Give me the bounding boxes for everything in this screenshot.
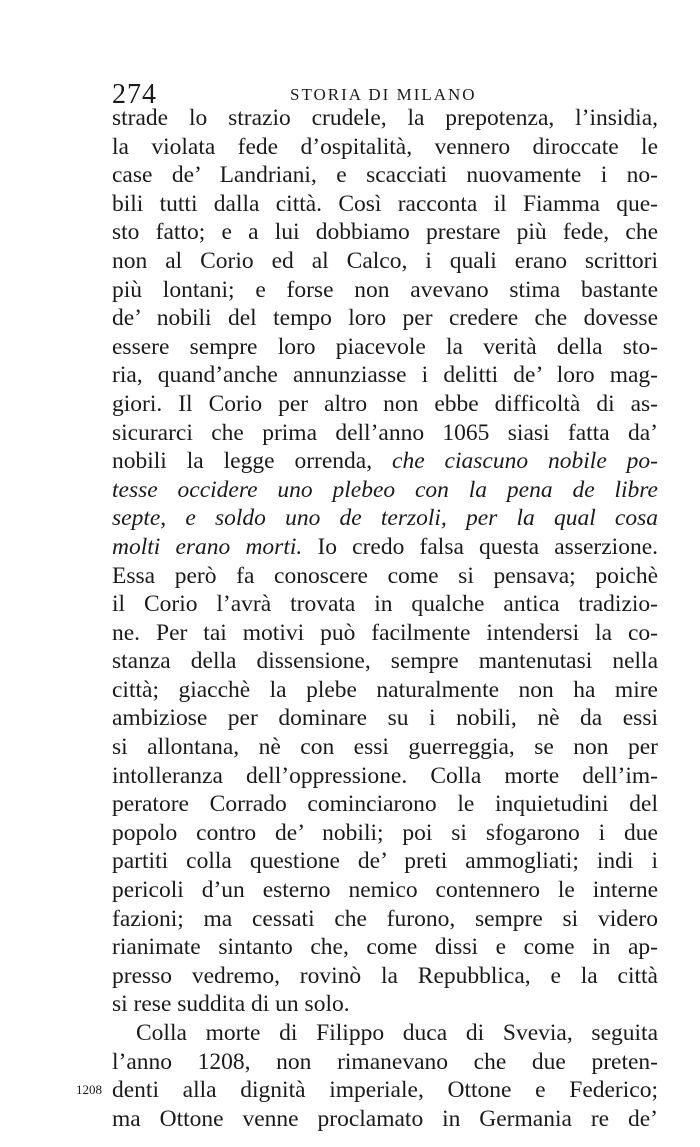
text-line-mixed bbox=[112, 533, 658, 562]
text-line: sto fatto; e a lui dobbiamo prestare più fede, che bbox=[112, 219, 658, 246]
text-line bbox=[112, 504, 658, 533]
italic-quote: tesse occidere uno plebeo con la pena de libre bbox=[112, 476, 658, 503]
text-line: ambiziose per dominare su i nobili, nè da essi bbox=[112, 705, 658, 732]
text-line: giori. Il Corio per altro non ebbe difficoltà di as- bbox=[112, 390, 658, 417]
text-line: l’anno 1208, non rimanevano che due preten- bbox=[112, 1048, 658, 1075]
italic-quote: septe, e soldo uno de terzoli, per la qual cosa bbox=[112, 505, 658, 532]
text-segment: Io credo falsa questa asserzione. bbox=[317, 533, 658, 560]
text-line: partiti colla questione de’ preti ammogliati; indi i bbox=[112, 848, 658, 875]
margin-year-note: 1208 bbox=[76, 1082, 102, 1097]
text-line: de’ nobili del tempo loro per credere che dovesse bbox=[112, 305, 658, 332]
text-line: ne. Per tai motivi può facilmente intendersi la co- bbox=[112, 619, 658, 646]
text-line: popolo contro de’ nobili; poi si sfogarono i due bbox=[112, 819, 658, 846]
text-line: essere sempre loro piacevole la verità della sto- bbox=[112, 333, 658, 360]
text-line: sicurarci che prima dell’anno 1065 siasi fatta da’ bbox=[112, 419, 658, 446]
italic-quote: che ciascuno nobile po- bbox=[392, 448, 658, 475]
page-number: 274 bbox=[112, 79, 157, 110]
text-line: case de’ Landriani, e scacciati nuovamente i no- bbox=[112, 162, 658, 189]
text-line: Essa però fa conoscere come si pensava; poichè bbox=[112, 562, 658, 589]
italic-quote: molti erano morti. bbox=[112, 533, 303, 560]
text-line bbox=[112, 476, 658, 505]
text-line: presso vedremo, rovinò la Repubblica, e la città bbox=[112, 962, 658, 989]
text-line: strade lo strazio crudele, la prepotenza, l’insidia, bbox=[112, 105, 658, 131]
text-line: non al Corio ed al Calco, i quali erano scrittori bbox=[112, 247, 658, 274]
text-segment: nobili la legge orrenda, bbox=[112, 448, 373, 475]
text-line: città; giacchè la plebe naturalmente non ha mire bbox=[112, 676, 658, 703]
text-line-mixed bbox=[112, 447, 658, 476]
text-line: Colla morte di Filippo duca di Svevia, seguita bbox=[136, 1020, 658, 1046]
text-line: rianimate sintanto che, come dissi e come in ap- bbox=[112, 934, 658, 961]
text-line: la violata fede d’ospitalità, vennero diroccate le bbox=[112, 133, 658, 160]
text-line: peratore Corrado cominciarono le inquietudini del bbox=[112, 791, 658, 818]
text-line: intolleranza dell’oppressione. Colla morte dell’im- bbox=[112, 762, 658, 789]
text-line: più lontani; e forse non avevano stima bastante bbox=[112, 276, 658, 303]
text-line: il Corio l’avrà trovata in qualche antica tradizio- bbox=[112, 591, 658, 618]
text-line: si rese suddita di un solo. bbox=[112, 991, 350, 1018]
text-line: pericoli d’un esterno nemico contennero le interne bbox=[112, 877, 658, 904]
text-line: ria, quand’anche annunziasse i delitti de’ loro mag- bbox=[112, 362, 658, 389]
text-line: bili tutti dalla città. Così racconta il Fiamma que- bbox=[112, 190, 658, 217]
text-line: stanza della dissensione, sempre mantenutasi nella bbox=[112, 648, 658, 675]
running-title: STORIA DI MILANO bbox=[290, 85, 477, 104]
text-line: si allontana, nè con essi guerreggia, se non per bbox=[112, 734, 658, 761]
text-line: denti alla dignità imperiale, Ottone e Federico; bbox=[112, 1077, 658, 1104]
text-line: fazioni; ma cessati che furono, sempre si videro bbox=[112, 905, 658, 932]
body-text bbox=[112, 104, 658, 1133]
text-line: ma Ottone venne proclamato in Germania re de’ bbox=[112, 1105, 658, 1132]
